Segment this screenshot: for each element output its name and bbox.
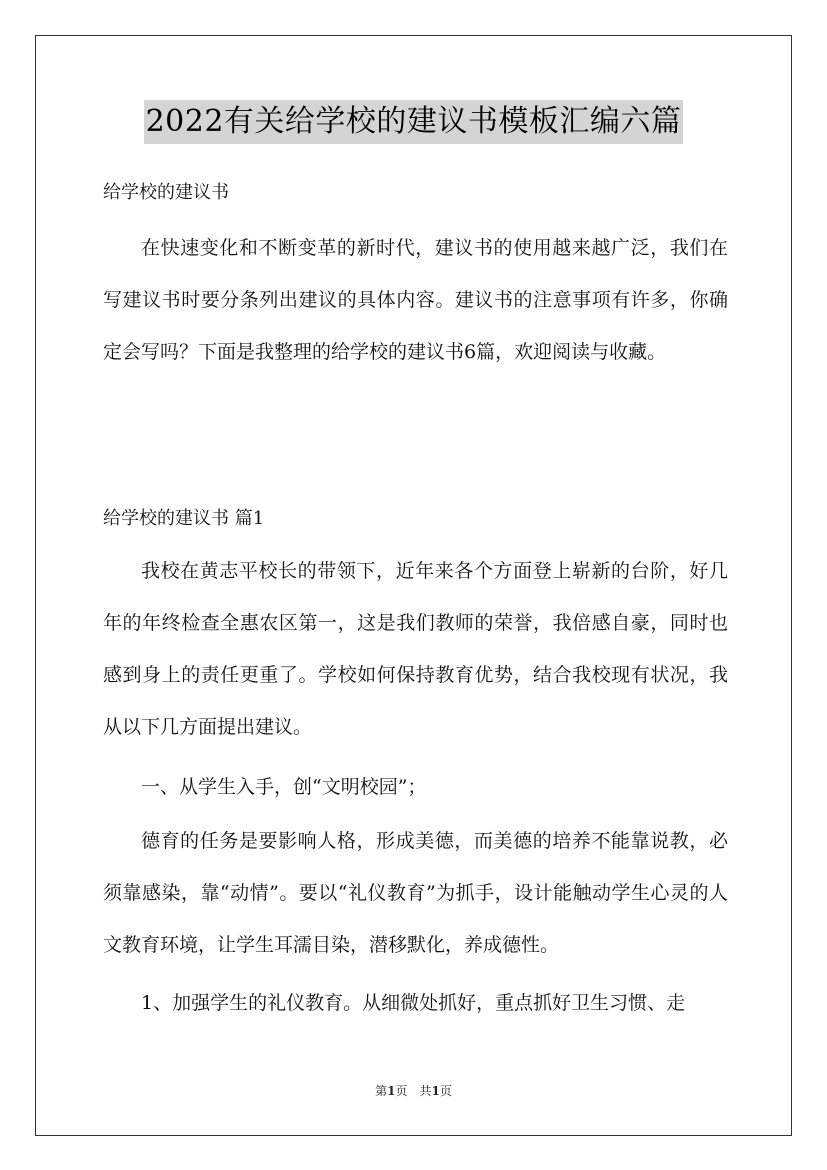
footer-mid: 页 共	[395, 1084, 432, 1098]
page-footer	[0, 1083, 827, 1099]
title-container	[0, 100, 827, 144]
footer-suffix: 页	[439, 1084, 452, 1098]
footer-page-number: 1	[387, 1084, 396, 1098]
body-paragraph-2: 一、从学生入手，创“文明校园”；	[141, 776, 427, 798]
section-heading-part1: 给学校的建议书 篇1	[103, 508, 265, 529]
body-paragraph-3: 德育的任务是要影响人格，形成美德，而美德的培养不能靠说教，必须靠感染，靠“动情”。要以“礼仪教育”为抓手，设计能触动学生心灵的人文教育环境，让学生耳濡目染，潜移默化，养成德性。	[103, 830, 728, 956]
section-heading-intro: 给学校的建议书	[103, 182, 229, 203]
footer-total-pages: 1	[431, 1084, 440, 1098]
body-paragraph-1: 我校在黄志平校长的带领下，近年来各个方面登上崭新的台阶，好几年的年终检查全惠农区第一，这是我们教师的荣誉，我倍感自豪，同时也感到身上的责任更重了。学校如何保持教育优势，结合我校现有状况，我从以下几方面提出建议。	[103, 560, 728, 738]
footer-prefix: 第	[375, 1084, 388, 1098]
body-paragraph-4: 1、加强学生的礼仪教育。从细微处抓好，重点抓好卫生习惯、走	[141, 992, 686, 1014]
document-title: 2022有关给学校的建议书模板汇编六篇	[144, 100, 684, 144]
intro-paragraph: 在快速变化和不断变革的新时代，建议书的使用越来越广泛，我们在写建议书时要分条列出建议的具体内容。建议书的注意事项有许多，你确定会写吗？下面是我整理的给学校的建议书6篇，欢迎阅读与收藏。	[103, 237, 728, 363]
